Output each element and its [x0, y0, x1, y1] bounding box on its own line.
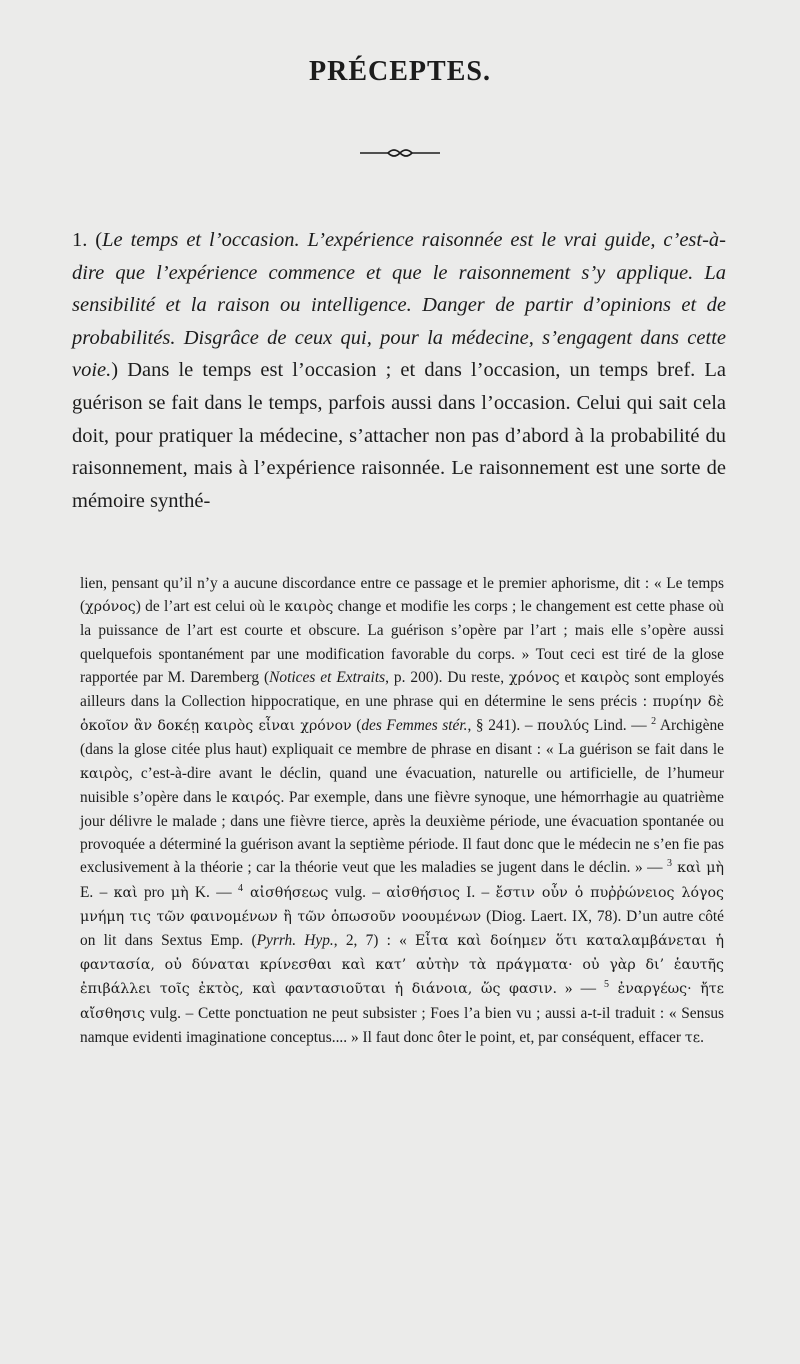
greek-text: καιρὸς — [284, 599, 334, 616]
note-citation: des Femmes stér. — [361, 717, 468, 735]
paragraph-text: Dans le temps est l’occasion ; et dans l’occasion, un temps bref. La guérison se fait dans le temps, parfois aussi dans l’occasion. Celui qui sait cela doit, pour pratiquer la médecine, s’attacher non pas d’abord à la probabilité du raisonnement, mais à l’expérience raisonnée. Le raisonnement est une sorte de mémoire synthé- — [72, 359, 726, 512]
note-text: , c’est-à-dire avant le déclin, quand une évacuation, naturelle ou artificielle, de l’humeur nuisible s’opère dans le — [80, 764, 724, 806]
main-paragraph — [72, 224, 726, 517]
note-text: pro — [137, 883, 171, 901]
note-citation: Notices et Extraits — [269, 668, 386, 686]
note-text: I. – — [459, 883, 496, 901]
paragraph-summary: Le temps et l’occasion. L’expérience raisonnée est le vrai guide, c’est-à-dire que l’expérience commence et que le raisonnement s’y applique. La sensibilité et la raison ou intelligence. Danger de partir d’opinions et de probabilités. Disgrâce de ceux qui, pour la médecine, s’engagent dans cette voie. — [72, 229, 726, 382]
greek-text: καὶ μὴ — [672, 860, 724, 877]
greek-text: αἰσθήσιος — [386, 884, 460, 901]
note-text: ) de l’art est celui où le — [135, 598, 285, 616]
note-text: sont employés ailleurs dans la Collection hippocratique, en une phrase qui en détermine le sens précis : — [80, 668, 725, 711]
note-text: E. – — [80, 883, 114, 901]
greek-text: μὴ — [170, 884, 189, 901]
note-text: Lind. — — [589, 717, 652, 735]
greek-text: ἐναργέως· ἤτε αἴσθησις — [80, 981, 724, 1022]
note-text: , p. 200). Du reste, — [385, 668, 510, 686]
greek-text: τε — [684, 1029, 701, 1046]
note-text: Archigène (dans la glose citée plus haut) expliquait ce membre de phrase en disant : « La guérison se fait dans le — [80, 717, 724, 759]
note-text: K. — — [188, 883, 238, 901]
note-text: vulg. – Cette ponctuation ne peut subsister ; Foes l’a bien vu ; aussi a-t-il traduit : « Sensus namque evidenti imaginatione conceptus.... » Il faut donc ôter le point, et, par conséquent, effacer — [80, 1004, 724, 1046]
greek-text: αἰσθήσεως — [242, 884, 329, 901]
close-paren: ) — [111, 359, 119, 382]
note-text: , 2, 7) : « — [333, 932, 416, 950]
page-title: PRÉCEPTES. — [309, 56, 491, 87]
note-text: change et modifie les corps ; le changement est cette phase où la puissance de l’art est courte et obscure. La guérison s’opère par l’art ; mais elle s’opère aussi quelquefois spontanément par une modification favorable du corps. » Tout ceci est tiré de la glose rapportée par M. Daremberg ( — [80, 598, 724, 686]
greek-text: χρόνος — [509, 669, 560, 686]
note-text: . Par exemple, dans une fièvre synoque, une hémorrhagie au quatrième jour délivre le malade ; dans une fièvre tierce, après la deuxième période, une évacuation spontanée ou provoquée a déterminé la guérison avant la septième période. Il faut donc que le médecin ne s’en fie pas exclusivement à la théorie ; car la théorie veut que les maladies se jugent dans le déclin. » — — [80, 788, 724, 877]
greek-text: ἔστιν οὖν ὁ πυῤῥώνειος λόγος μνήμη τις τῶν φαινομένων ἢ τῶν ὁπωσοῦν νοουμένων — [80, 884, 724, 925]
note-text: (Diog. Laert. IX, 78). D’un autre côté on lit dans Sextus Emp. ( — [80, 907, 724, 950]
note-text: , § 241). – — [467, 717, 538, 735]
greek-text: πουλύς — [537, 718, 590, 735]
footnote-marker: 5 — [603, 979, 609, 991]
paragraph-number: 1. — [72, 229, 88, 251]
ornament-divider — [360, 146, 440, 160]
greek-text: χρόνος — [85, 599, 136, 616]
note-text: » — — [556, 980, 604, 998]
greek-text: καιρὸς — [80, 765, 129, 782]
note-text: lien, pensant qu’il n’y a aucune discordance entre ce passage et le premier aphorisme, dit : « Le temps ( — [80, 575, 724, 616]
greek-text: καὶ — [113, 884, 138, 901]
greek-text: Εἶτα καὶ δοίημεν ὅτι καταλαμβάνεται ἡ φαντασία, οὐ δύναται κρίνεσθαι καὶ κατ’ αὐτὴν τὰ πράγματα· οὐ γὰρ δι’ ἑαυτῆς ἐπιβάλλει τοῖς ἐκτὸς, καὶ φαντασιοῦται ἡ διάνοια, ὥς φασιν. — [80, 933, 725, 998]
footnotes — [80, 572, 724, 1050]
note-text: et — [559, 668, 581, 686]
note-text: ( — [351, 717, 362, 735]
greek-text: καιρός — [231, 789, 281, 806]
note-text: vulg. – — [328, 883, 387, 901]
greek-text: καιρὸς — [580, 669, 630, 686]
note-text: . — [700, 1028, 704, 1046]
footnote-marker: 4 — [237, 882, 243, 894]
footnote-marker: 2 — [651, 716, 657, 728]
open-paren: ( — [87, 229, 103, 251]
greek-text: πυρίην δὲ ὁκοῖον ἂν δοκέῃ καιρὸς εἶναι χρόνον — [80, 694, 724, 735]
note-citation: Pyrrh. Hyp. — [256, 932, 334, 950]
footnote-marker: 3 — [667, 858, 672, 870]
